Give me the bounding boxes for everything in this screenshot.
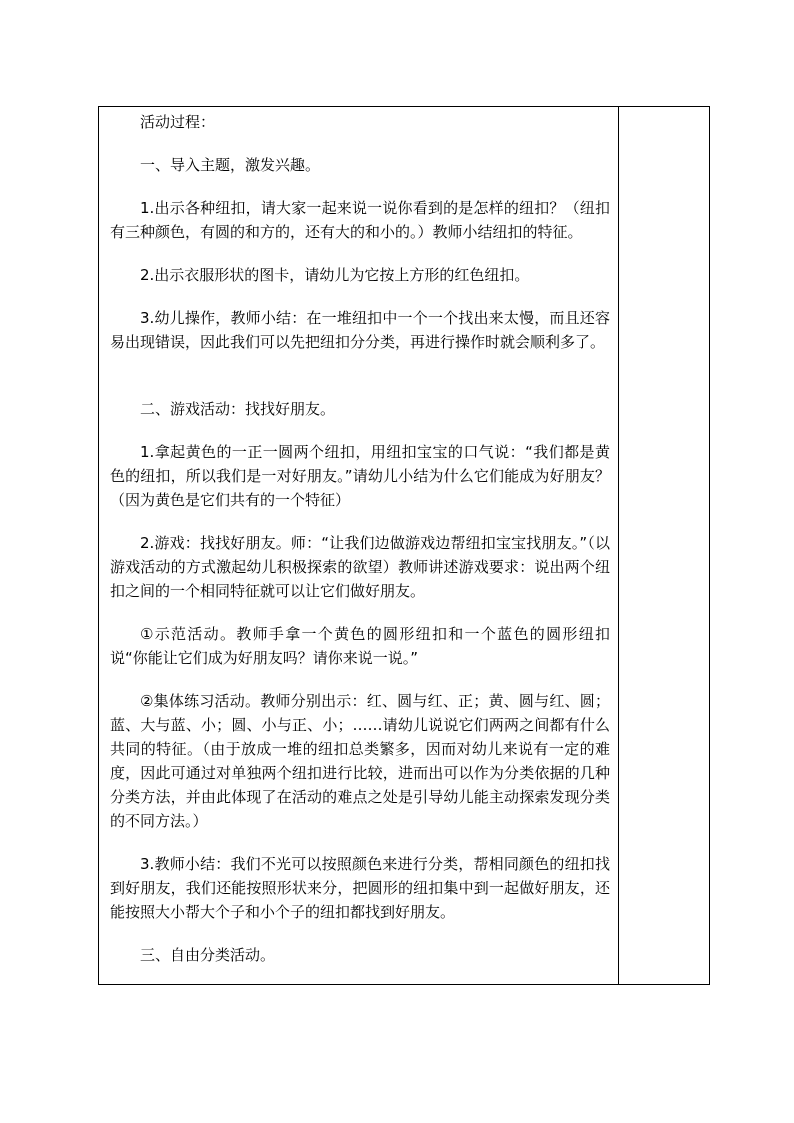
notes-column-cell bbox=[620, 107, 709, 984]
step-paragraph-1-1: 1.出示各种纽扣，请大家一起来说一说你看到的是怎样的纽扣？（纽扣有三种颜色，有圆的和方的，还有大的和小的。）教师小结纽扣的特征。 bbox=[110, 199, 610, 241]
step-paragraph-2-1: 1.拿起黄色的一正一圆两个纽扣，用纽扣宝宝的口气说：“我们都是黄色的纽扣，所以我们是一对好朋友。”请幼儿小结为什么它们能成为好朋友？（因为黄色是它们共有的一个特征） bbox=[110, 443, 610, 509]
table-column-divider bbox=[618, 106, 619, 985]
step-paragraph-2-3: 3.教师小结：我们不光可以按照颜色来进行分类，帮相同颜色的纽扣找到好朋友，我们还能按照形状来分，把圆形的纽扣集中到一起做好朋友，还能按照大小帮大个子和小个子的纽扣都找到好朋友。 bbox=[110, 855, 610, 921]
sub-step-group-practice: ②集体练习活动。教师分别出示：红、圆与红、正；黄、圆与红、圆；蓝、大与蓝、小；圆、小与正、小；……请幼儿说说它们两两之间都有什么共同的特征。（由于放成一堆的纽扣总类繁多，因而对幼儿来说有一定的难度，因此可通过对单独两个纽扣进行比较，进而出可以作为分类依据的几种分类方法，并由此体现了在活动的难点之处是引导幼儿能主动探索发现分类的不同方法。） bbox=[110, 692, 610, 830]
section-heading-2: 二、游戏活动：找找好朋友。 bbox=[140, 400, 336, 418]
sub-step-demo: ①示范活动。教师手拿一个黄色的圆形纽扣和一个蓝色的圆形纽扣说“你能让它们成为好朋友吗？请你来说一说。” bbox=[110, 625, 610, 667]
section-heading-3: 三、自由分类活动。 bbox=[140, 946, 276, 964]
section-heading-1: 一、导入主题，激发兴趣。 bbox=[140, 156, 321, 174]
activity-content-cell bbox=[110, 110, 610, 980]
step-paragraph-1-2: 2.出示衣服形状的图卡，请幼儿为它按上方形的红色纽扣。 bbox=[140, 266, 530, 284]
step-paragraph-2-2: 2.游戏：找找好朋友。师：“让我们边做游戏边帮纽扣宝宝找朋友。”（以游戏活动的方式激起幼儿积极探索的欲望）教师讲述游戏要求：说出两个纽扣之间的一个相同特征就可以让它们做好朋友。 bbox=[110, 534, 610, 600]
step-paragraph-1-3: 3.幼儿操作，教师小结：在一堆纽扣中一个一个找出来太慢，而且还容易出现错误，因此我们可以先把纽扣分分类，再进行操作时就会顺利多了。 bbox=[110, 309, 610, 351]
section-label-activity-process: 活动过程： bbox=[140, 113, 216, 131]
